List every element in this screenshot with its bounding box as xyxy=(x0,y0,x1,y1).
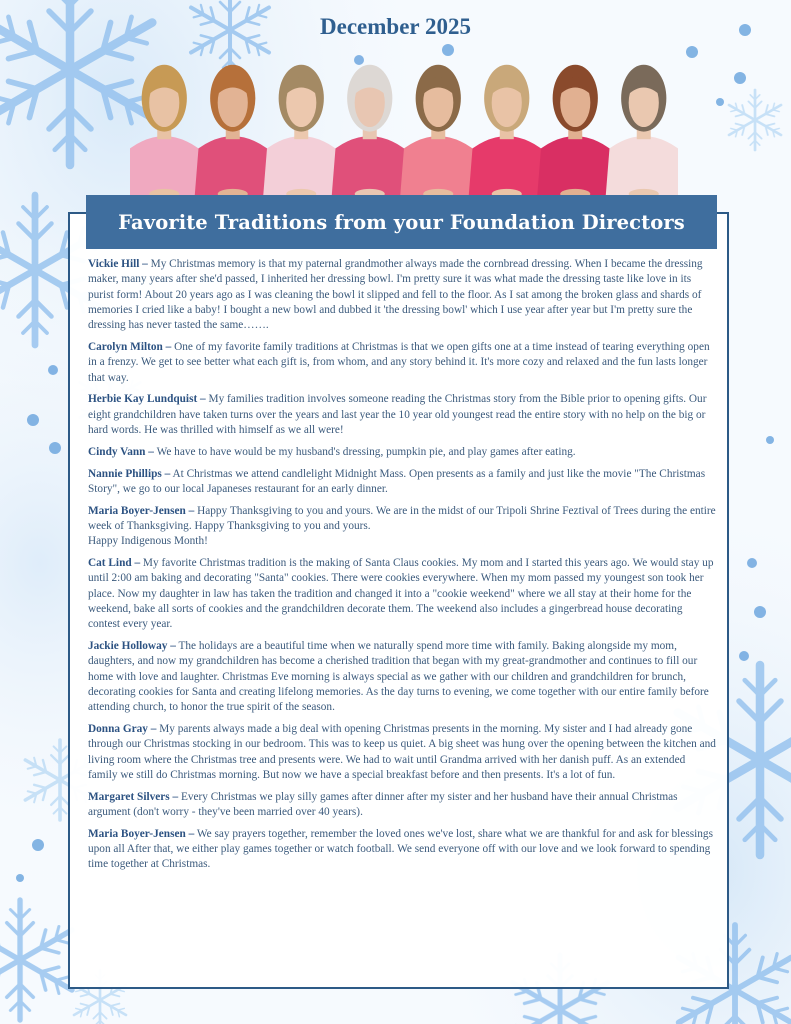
entry xyxy=(88,827,716,873)
title-banner xyxy=(86,195,717,249)
entry xyxy=(88,556,716,632)
entry-text: My parents always made a big deal with opening Christmas presents in the morning. My sister and I had already gone through our Christmas stocking in our bedroom. This was to keep us quiet. A big sheet was hung over the opening between the kitchen and living room where the Christmas tree and presents were. We had to wait until Grandma arrived with her danish puff. As an extended family we still do Christmas morning. But now we have a special breakfast before and then presents. It's a lot of fun. xyxy=(88,723,716,781)
entry-text: Every Christmas we play silly games after dinner after my sister and her husband have their annual Christmas argument (don't worry - they've been married over 40 years). xyxy=(88,790,678,818)
entry xyxy=(88,257,716,333)
entry xyxy=(88,504,716,550)
entry xyxy=(88,392,716,438)
entry-name: Cat Lind – xyxy=(88,557,141,570)
entry-text: My favorite Christmas tradition is the making of Santa Claus cookies. My mom and I started this years ago. We would stay up until 2:00 am baking and decorating "Santa" cookies. There were cookies everywhere. When my mom passed my youngest son took her place. Now my daughter in law has taken the tradition and changed it into a "cookie weekend" where we all stay at their home for the weekend, bake all sorts of cookies and the grandchildren decorate them. The weekend also includes a gingerbread house decorating contest every year. xyxy=(88,557,714,631)
entry-text: The holidays are a beautiful time when we naturally spend more time with family. Baking alongside my mom, daughters, and now my grandchildren has become a cherished tradition that began with my great-grandmother and continues to fill our home with love and laughter. Christmas Eve morning is always special as we gather with our children and grandchildren for brunch, decorating cookies for Santa and creating lifelong memories. As the day turns to evening, we come together with our entire family before attending church, to honor the true spirit of the season. xyxy=(88,640,709,714)
entry xyxy=(88,467,716,498)
group-photo xyxy=(130,48,678,200)
entry-name: Donna Gray – xyxy=(88,723,157,736)
entry-name: Margaret Silvers – xyxy=(88,790,179,803)
entry xyxy=(88,340,716,386)
person-figure xyxy=(605,65,678,200)
entry-name: Carolyn Milton – xyxy=(88,340,172,353)
entry-text: One of my favorite family traditions at Christmas is that we open gifts one at a time instead of tearing everything open in a frenzy. We get to see better what each gift is, from whom, and any story behind it. It's more cozy and relaxed and the fun lasts longer that way. xyxy=(88,340,710,384)
person-figure xyxy=(263,65,340,200)
entry-name: Herbie Kay Lundquist – xyxy=(88,393,206,406)
entry-text: My Christmas memory is that my paternal grandmother always made the cornbread dressing. When I became the dressing maker, many years after she'd passed, I inherited her dressing bowl. I'm pretty sure it was what made the dressing taste like love in its purist form! About 20 years ago as I was cleaning the bowl it slipped and fell to the floor. As I sat among the broken glass and shards of memories I cried like a baby! I bought a new bowl and dubbed it 'the dressing bowl' which I use year after year but I'm pretty sure the dressing has never tasted the same……. xyxy=(88,258,703,332)
entry-name: Jackie Holloway – xyxy=(88,640,176,653)
entry-name: Maria Boyer-Jensen – xyxy=(88,504,195,517)
entry-text: We say prayers together, remember the loved ones we've lost, share what we are thankful for and ask for blessings upon all After that, we either play games together or watch football. We send everyone off with our love and we look forward to spending time together at Christmas. xyxy=(88,827,713,871)
entry xyxy=(88,445,716,460)
person-figure xyxy=(331,65,408,200)
entry-extra-line: Happy Indigenous Month! xyxy=(88,535,208,548)
entry-name: Cindy Vann – xyxy=(88,445,154,458)
person-figure xyxy=(537,65,614,200)
person-figure xyxy=(130,65,203,200)
banner-title: Favorite Traditions from your Foundation Directors xyxy=(118,210,685,234)
entry xyxy=(88,790,716,821)
entry xyxy=(88,722,716,783)
entry-text: We have to have would be my husband's dressing, pumpkin pie, and play games after eating. xyxy=(153,445,576,458)
entry xyxy=(88,639,716,715)
person-figure xyxy=(194,65,271,200)
person-figure xyxy=(400,65,477,200)
entries-list xyxy=(88,257,716,879)
entry-name: Maria Boyer-Jensen – xyxy=(88,827,195,840)
entry-name: Vickie Hill – xyxy=(88,258,148,270)
entry-text: Happy Thanksgiving to you and yours. We are in the midst of our Tripoli Shrine Feztival of Trees during the entire week of Thanksgiving. Happy Thanksgiving to you and yours. xyxy=(88,504,716,532)
date-heading: December 2025 xyxy=(320,14,471,39)
entry-text: My families tradition involves someone reading the Christmas story from the Bible prior to opening gifts. Our eight grandchildren have taken turns over the years and last year the 10 year old youngest read the entire story with no help on the big or hard words. He was thrilled with himself as we all were! xyxy=(88,393,707,436)
entry-name: Nannie Phillips – xyxy=(88,467,171,480)
entry-text: At Christmas we attend candlelight Midnight Mass. Open presents as a family and just like the movie "The Christmas Story", we go to our local Japaneses restaurant for an early dinner. xyxy=(88,467,706,495)
person-figure xyxy=(468,65,545,200)
